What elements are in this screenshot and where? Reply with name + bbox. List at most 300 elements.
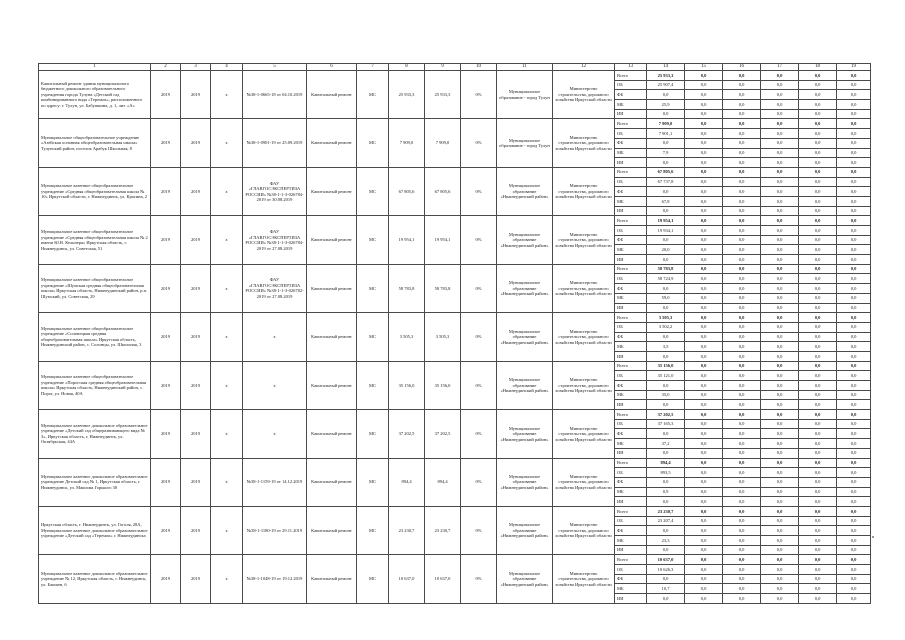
- amount-cell: 0,0: [761, 196, 799, 206]
- municipality-cell: Муниципальное образование «Нижнеудинский район»: [497, 458, 553, 506]
- amount-cell: 0,0: [647, 526, 685, 536]
- amount-cell: 0,0: [799, 245, 837, 255]
- amount-cell: 0,0: [799, 216, 837, 226]
- amount-cell: 0,0: [647, 235, 685, 245]
- amount-cell: 0,0: [685, 400, 723, 410]
- amount-cell: 0,0: [761, 468, 799, 478]
- amount-cell: 0,0: [837, 148, 871, 158]
- funding-source-cell: ОБ: [615, 129, 647, 139]
- amount-cell: 0,0: [799, 196, 837, 206]
- funding-source-cell: ОБ: [615, 274, 647, 284]
- amount-cell: 0,0: [761, 497, 799, 507]
- responsible-body-cell: Министерство строительства, дорожного хозяйства Иркутской области: [553, 458, 615, 506]
- readiness-cell: 0%: [461, 167, 497, 215]
- object-name-cell: Иркутская область, г. Нижнеудинск, ул. Гоголя, 28А, Муниципальное казенное дошкольное образовательное учреждение «Детский сад «Теремок» г. Нижнеудинска: [39, 506, 151, 554]
- amount-cell: 0,0: [837, 400, 871, 410]
- amount-cell: 0,0: [723, 119, 761, 129]
- amount-cell: 0,0: [647, 303, 685, 313]
- amount-cell: 0,0: [685, 351, 723, 361]
- amount-cell: 0,0: [761, 90, 799, 100]
- start-year-cell: 2019: [151, 555, 181, 603]
- estimated-cost-cell: 10 637,0: [389, 555, 425, 603]
- amount-cell: 0,0: [685, 100, 723, 110]
- amount-cell: 0,0: [761, 235, 799, 245]
- object-name-cell: Муниципальное казенное общеобразовательное учреждение «Солонецкая средняя общеобразовательная школа» Иркутская область, Нижнеудинский район, с. Солонцы, ул. Школьная, 3: [39, 313, 151, 361]
- amount-cell: 0,0: [837, 196, 871, 206]
- customer-type-cell: МС: [357, 458, 389, 506]
- amount-cell: 0,0: [685, 342, 723, 352]
- column-number: 16: [723, 64, 761, 71]
- municipality-cell: Муниципальное образование - город Тулун: [497, 119, 553, 167]
- funding-source-cell: МБ: [615, 390, 647, 400]
- amount-cell: 0,0: [723, 555, 761, 565]
- amount-cell: 37 202,5: [647, 410, 685, 420]
- start-year-cell: 2019: [151, 458, 181, 506]
- amount-cell: 0,0: [837, 574, 871, 584]
- amount-cell: 0,0: [799, 138, 837, 148]
- amount-cell: 0,0: [723, 138, 761, 148]
- funding-source-cell: Всего: [615, 71, 647, 81]
- amount-cell: 0,0: [685, 594, 723, 604]
- amount-cell: 0,0: [685, 129, 723, 139]
- amount-cell: 0,0: [799, 400, 837, 410]
- funding-source-cell: ОБ: [615, 226, 647, 236]
- amount-cell: 0,0: [837, 448, 871, 458]
- amount-cell: 0,0: [647, 255, 685, 265]
- readiness-cell: 0%: [461, 410, 497, 458]
- amount-cell: 0,0: [723, 158, 761, 168]
- amount-cell: 0,0: [799, 516, 837, 526]
- expertise-conclusion-cell: №38-1-1048-19 от 19.12.2019: [243, 555, 307, 603]
- column-number: 3: [181, 64, 211, 71]
- funding-source-cell: Всего: [615, 410, 647, 420]
- amount-cell: 0,0: [799, 158, 837, 168]
- amount-cell: 0,0: [837, 284, 871, 294]
- funding-source-cell: Всего: [615, 313, 647, 323]
- amount-cell: 0,0: [799, 148, 837, 158]
- amount-cell: 0,0: [723, 216, 761, 226]
- customer-type-cell: МС: [357, 555, 389, 603]
- funding-source-cell: ФБ: [615, 381, 647, 391]
- amount-cell: 0,0: [761, 322, 799, 332]
- funding-source-cell: МБ: [615, 245, 647, 255]
- end-year-cell: 2019: [181, 264, 211, 312]
- amount-cell: 0,0: [723, 516, 761, 526]
- column-number: 13: [615, 64, 647, 71]
- amount-cell: 10 626,3: [647, 565, 685, 575]
- customer-type-cell: МС: [357, 410, 389, 458]
- amount-cell: 25,9: [647, 100, 685, 110]
- remaining-cost-cell: 58 783,8: [425, 264, 461, 312]
- amount-cell: 0,0: [799, 187, 837, 197]
- amount-cell: 0,0: [837, 245, 871, 255]
- end-year-cell: 2019: [181, 167, 211, 215]
- customer-type-cell: МС: [357, 361, 389, 409]
- amount-cell: 0,0: [723, 226, 761, 236]
- amount-cell: 0,0: [723, 129, 761, 139]
- amount-cell: 0,0: [837, 264, 871, 274]
- amount-cell: 0,0: [799, 371, 837, 381]
- readiness-cell: 0%: [461, 555, 497, 603]
- amount-cell: 0,0: [799, 351, 837, 361]
- amount-cell: 0,0: [685, 264, 723, 274]
- amount-cell: 10 637,0: [647, 555, 685, 565]
- column-number: 12: [553, 64, 615, 71]
- column-number: 6: [307, 64, 357, 71]
- amount-cell: 0,0: [837, 71, 871, 81]
- amount-cell: 0,0: [761, 574, 799, 584]
- estimated-cost-cell: 58 783,8: [389, 264, 425, 312]
- amount-cell: 0,0: [799, 90, 837, 100]
- remaining-cost-cell: 3 505,3: [425, 313, 461, 361]
- amount-cell: 0,0: [761, 361, 799, 371]
- amount-cell: 0,0: [761, 477, 799, 487]
- amount-cell: 67 737,8: [647, 177, 685, 187]
- amount-cell: 0,0: [761, 119, 799, 129]
- amount-cell: 0,0: [685, 410, 723, 420]
- amount-cell: 0,0: [837, 100, 871, 110]
- amount-cell: 0,0: [761, 177, 799, 187]
- funding-source-cell: ФБ: [615, 284, 647, 294]
- amount-cell: 0,0: [799, 167, 837, 177]
- amount-cell: 0,0: [837, 351, 871, 361]
- responsible-body-cell: Министерство строительства, дорожного хозяйства Иркутской области: [553, 506, 615, 554]
- amount-cell: 0,0: [647, 477, 685, 487]
- amount-cell: 10,7: [647, 584, 685, 594]
- funding-source-cell: ОБ: [615, 468, 647, 478]
- amount-cell: 0,0: [837, 371, 871, 381]
- amount-cell: 0,0: [685, 206, 723, 216]
- amount-cell: 0,0: [723, 400, 761, 410]
- amount-cell: 0,0: [723, 71, 761, 81]
- capacity-cell: х: [211, 361, 243, 409]
- work-type-cell: Капитальный ремонт: [307, 71, 357, 119]
- amount-cell: 0,0: [837, 293, 871, 303]
- object-name-cell: Муниципальное казенное дошкольное образовательное учреждение Детский сад № 1, Иркутская область, г. Нижнеудинск, ул. Максима Горького 30: [39, 458, 151, 506]
- amount-cell: 0,0: [761, 71, 799, 81]
- amount-cell: 0,0: [647, 400, 685, 410]
- amount-cell: 0,0: [685, 216, 723, 226]
- funding-source-cell: ОБ: [615, 177, 647, 187]
- amount-cell: 0,0: [647, 351, 685, 361]
- amount-cell: 0,0: [799, 487, 837, 497]
- amount-cell: 0,0: [799, 429, 837, 439]
- work-type-cell: Капитальный ремонт: [307, 167, 357, 215]
- amount-cell: 0,0: [799, 526, 837, 536]
- column-number: 10: [461, 64, 497, 71]
- amount-cell: 0,0: [685, 274, 723, 284]
- funding-source-cell: МБ: [615, 487, 647, 497]
- end-year-cell: 2019: [181, 119, 211, 167]
- amount-cell: 0,0: [799, 119, 837, 129]
- amount-cell: 0,0: [685, 584, 723, 594]
- amount-cell: 0,0: [647, 109, 685, 119]
- amount-cell: 0,0: [723, 342, 761, 352]
- estimated-cost-cell: 67 805,6: [389, 167, 425, 215]
- object-name-cell: Муниципальное казенное общеобразовательное учреждение «Средняя общеобразовательная школа № 2 имени Ю.В. Кельнера» Иркутская область, г. Нижнеудинск, ул. Советская, 51: [39, 216, 151, 264]
- funding-source-cell: Всего: [615, 555, 647, 565]
- amount-cell: 0,0: [761, 594, 799, 604]
- amount-cell: 7 901,1: [647, 129, 685, 139]
- amount-cell: 0,0: [685, 506, 723, 516]
- estimated-cost-cell: 25 933,3: [389, 71, 425, 119]
- funding-source-cell: ИИ: [615, 448, 647, 458]
- funding-source-cell: МБ: [615, 196, 647, 206]
- amount-cell: 0,0: [647, 429, 685, 439]
- funding-source-cell: МБ: [615, 584, 647, 594]
- column-number: 17: [761, 64, 799, 71]
- funding-source-cell: ФБ: [615, 187, 647, 197]
- funding-source-cell: Всего: [615, 361, 647, 371]
- amount-cell: 0,0: [723, 167, 761, 177]
- amount-cell: 0,0: [837, 584, 871, 594]
- amount-cell: 0,0: [799, 206, 837, 216]
- amount-cell: 0,0: [685, 487, 723, 497]
- amount-cell: 23 230,7: [647, 506, 685, 516]
- estimated-cost-cell: 7 909,0: [389, 119, 425, 167]
- amount-cell: 0,0: [723, 148, 761, 158]
- readiness-cell: 0%: [461, 264, 497, 312]
- funding-source-cell: ФБ: [615, 477, 647, 487]
- remaining-cost-cell: 25 933,3: [425, 71, 461, 119]
- start-year-cell: 2019: [151, 410, 181, 458]
- amount-cell: 0,0: [837, 458, 871, 468]
- amount-cell: 0,0: [837, 138, 871, 148]
- amount-cell: 0,0: [723, 574, 761, 584]
- responsible-body-cell: Министерство строительства, дорожного хозяйства Иркутской области: [553, 167, 615, 215]
- amount-cell: 0,0: [799, 458, 837, 468]
- municipality-cell: Муниципальное образование «Нижнеудинский район»: [497, 167, 553, 215]
- amount-cell: 0,0: [837, 497, 871, 507]
- start-year-cell: 2019: [151, 119, 181, 167]
- amount-cell: 0,0: [761, 342, 799, 352]
- amount-cell: 0,0: [685, 497, 723, 507]
- amount-cell: 0,0: [685, 477, 723, 487]
- amount-cell: 0,0: [837, 361, 871, 371]
- amount-cell: 0,0: [723, 584, 761, 594]
- amount-cell: 0,0: [723, 177, 761, 187]
- end-year-cell: 2019: [181, 361, 211, 409]
- amount-cell: 0,0: [837, 526, 871, 536]
- funding-source-cell: ИИ: [615, 206, 647, 216]
- funding-source-cell: МБ: [615, 439, 647, 449]
- amount-cell: 0,0: [685, 167, 723, 177]
- amount-cell: 0,0: [685, 429, 723, 439]
- capacity-cell: х: [211, 216, 243, 264]
- amount-cell: 23,3: [647, 536, 685, 546]
- amount-cell: 0,0: [685, 80, 723, 90]
- amount-cell: 0,0: [685, 119, 723, 129]
- amount-cell: 0,0: [837, 332, 871, 342]
- amount-cell: 0,0: [723, 429, 761, 439]
- expertise-conclusion-cell: №38-1-1159-19 от 14.12.2019: [243, 458, 307, 506]
- customer-type-cell: МС: [357, 264, 389, 312]
- amount-cell: 0,0: [799, 71, 837, 81]
- work-type-cell: Капитальный ремонт: [307, 410, 357, 458]
- start-year-cell: 2019: [151, 167, 181, 215]
- amount-cell: 0,0: [761, 351, 799, 361]
- amount-cell: 0,0: [723, 313, 761, 323]
- capacity-cell: х: [211, 410, 243, 458]
- amount-cell: 0,0: [799, 497, 837, 507]
- amount-cell: 0,0: [647, 206, 685, 216]
- funding-source-cell: МБ: [615, 100, 647, 110]
- amount-cell: 3 502,2: [647, 322, 685, 332]
- amount-cell: 0,0: [685, 196, 723, 206]
- remaining-cost-cell: 894,4: [425, 458, 461, 506]
- amount-cell: 0,0: [685, 255, 723, 265]
- work-type-cell: Капитальный ремонт: [307, 264, 357, 312]
- amount-cell: 0,0: [761, 255, 799, 265]
- amount-cell: 59,0: [647, 293, 685, 303]
- table-row: [39, 119, 871, 129]
- amount-cell: 0,0: [723, 439, 761, 449]
- amount-cell: 0,0: [799, 293, 837, 303]
- amount-cell: 0,0: [799, 536, 837, 546]
- expertise-conclusion-cell: ФАУ «ГЛАВГОСЭКСПЕРТИЗА РОССИИ» №38-1-1-3-026784-2019 от 30.08.2019: [243, 167, 307, 215]
- amount-cell: 0,0: [761, 439, 799, 449]
- estimated-cost-cell: 23 230,7: [389, 506, 425, 554]
- amount-cell: 0,0: [837, 390, 871, 400]
- amount-cell: 0,0: [723, 187, 761, 197]
- amount-cell: 0,0: [837, 594, 871, 604]
- amount-cell: 0,0: [761, 516, 799, 526]
- capacity-cell: х: [211, 555, 243, 603]
- estimated-cost-cell: 37 202,5: [389, 410, 425, 458]
- amount-cell: 0,0: [685, 187, 723, 197]
- amount-cell: 0,0: [799, 235, 837, 245]
- amount-cell: 0,0: [837, 477, 871, 487]
- amount-cell: 0,0: [799, 303, 837, 313]
- amount-cell: 0,0: [837, 419, 871, 429]
- amount-cell: 0,0: [685, 332, 723, 342]
- amount-cell: 0,0: [685, 148, 723, 158]
- amount-cell: 0,0: [685, 448, 723, 458]
- column-number: 8: [389, 64, 425, 71]
- column-number: 18: [799, 64, 837, 71]
- amount-cell: 0,0: [647, 90, 685, 100]
- capacity-cell: х: [211, 71, 243, 119]
- amount-cell: 0,0: [647, 497, 685, 507]
- responsible-body-cell: Министерство строительства, дорожного хозяйства Иркутской области: [553, 410, 615, 458]
- amount-cell: 0,0: [685, 468, 723, 478]
- expertise-conclusion-cell: х: [243, 361, 307, 409]
- amount-cell: 0,0: [837, 536, 871, 546]
- amount-cell: 0,0: [723, 351, 761, 361]
- table-row: [39, 506, 871, 516]
- amount-cell: 0,0: [723, 565, 761, 575]
- funding-source-cell: МБ: [615, 148, 647, 158]
- amount-cell: 23 207,4: [647, 516, 685, 526]
- amount-cell: 0,0: [685, 565, 723, 575]
- amount-cell: 0,0: [761, 371, 799, 381]
- funding-source-cell: МБ: [615, 342, 647, 352]
- amount-cell: 0,0: [723, 371, 761, 381]
- amount-cell: 0,0: [799, 594, 837, 604]
- amount-cell: 35 156,0: [647, 361, 685, 371]
- table-row: [39, 71, 871, 81]
- column-number: 14: [647, 64, 685, 71]
- object-name-cell: Муниципальное казенное общеобразовательное учреждение «Шумская средняя общеобразовательная школа» Иркутская область, Нижнеудинский район, р.п. Шумский, ул. Советская, 29: [39, 264, 151, 312]
- capacity-cell: х: [211, 506, 243, 554]
- amount-cell: 37 165,3: [647, 419, 685, 429]
- amount-cell: 0,0: [761, 216, 799, 226]
- amount-cell: 0,0: [837, 109, 871, 119]
- work-type-cell: Капитальный ремонт: [307, 361, 357, 409]
- remaining-cost-cell: 19 954,1: [425, 216, 461, 264]
- amount-cell: 0,0: [761, 226, 799, 236]
- amount-cell: 0,0: [761, 293, 799, 303]
- amount-cell: 0,0: [761, 109, 799, 119]
- amount-cell: 0,0: [761, 584, 799, 594]
- amount-cell: 0,0: [647, 138, 685, 148]
- amount-cell: 20,0: [647, 245, 685, 255]
- start-year-cell: 2019: [151, 506, 181, 554]
- amount-cell: 0,0: [837, 565, 871, 575]
- municipality-cell: Муниципальное образование «Нижнеудинский район»: [497, 555, 553, 603]
- amount-cell: 0,0: [685, 303, 723, 313]
- amount-cell: 0,0: [837, 439, 871, 449]
- responsible-body-cell: Министерство строительства, дорожного хозяйства Иркутской области: [553, 264, 615, 312]
- readiness-cell: 0%: [461, 361, 497, 409]
- amount-cell: 0,0: [837, 322, 871, 332]
- amount-cell: 0,0: [685, 419, 723, 429]
- column-number: 4: [211, 64, 243, 71]
- amount-cell: 0,0: [723, 468, 761, 478]
- amount-cell: 0,0: [723, 284, 761, 294]
- amount-cell: 7 909,0: [647, 119, 685, 129]
- amount-cell: 0,0: [685, 516, 723, 526]
- readiness-cell: 0%: [461, 216, 497, 264]
- remaining-cost-cell: 67 805,6: [425, 167, 461, 215]
- amount-cell: 25 933,3: [647, 71, 685, 81]
- work-type-cell: Капитальный ремонт: [307, 555, 357, 603]
- funding-source-cell: ОБ: [615, 371, 647, 381]
- amount-cell: 0,0: [685, 109, 723, 119]
- amount-cell: 0,0: [647, 332, 685, 342]
- estimated-cost-cell: 894,4: [389, 458, 425, 506]
- expertise-conclusion-cell: №38-1-0901-19 от 25.09.2019: [243, 119, 307, 167]
- amount-cell: 3 505,3: [647, 313, 685, 323]
- amount-cell: 0,0: [837, 274, 871, 284]
- funding-source-cell: ФБ: [615, 574, 647, 584]
- amount-cell: 0,9: [647, 487, 685, 497]
- funding-source-cell: ФБ: [615, 332, 647, 342]
- amount-cell: 0,0: [685, 439, 723, 449]
- remaining-cost-cell: 37 202,5: [425, 410, 461, 458]
- funding-source-cell: ИИ: [615, 109, 647, 119]
- customer-type-cell: МС: [357, 216, 389, 264]
- funding-source-cell: Всего: [615, 216, 647, 226]
- funding-source-cell: Всего: [615, 167, 647, 177]
- column-number: 11: [497, 64, 553, 71]
- table-row: [39, 410, 871, 420]
- responsible-body-cell: Министерство строительства, дорожного хозяйства Иркутской области: [553, 216, 615, 264]
- municipality-cell: Муниципальное образование «Нижнеудинский район»: [497, 264, 553, 312]
- amount-cell: 0,0: [685, 235, 723, 245]
- end-year-cell: 2019: [181, 71, 211, 119]
- amount-cell: 0,0: [685, 536, 723, 546]
- amount-cell: 0,0: [761, 526, 799, 536]
- remaining-cost-cell: 7 909,0: [425, 119, 461, 167]
- funding-source-cell: Всего: [615, 458, 647, 468]
- amount-cell: 0,0: [685, 371, 723, 381]
- remaining-cost-cell: 23 230,7: [425, 506, 461, 554]
- funding-source-cell: ИИ: [615, 497, 647, 507]
- amount-cell: 0,0: [685, 158, 723, 168]
- table-row: [39, 313, 871, 323]
- funding-source-cell: ФБ: [615, 526, 647, 536]
